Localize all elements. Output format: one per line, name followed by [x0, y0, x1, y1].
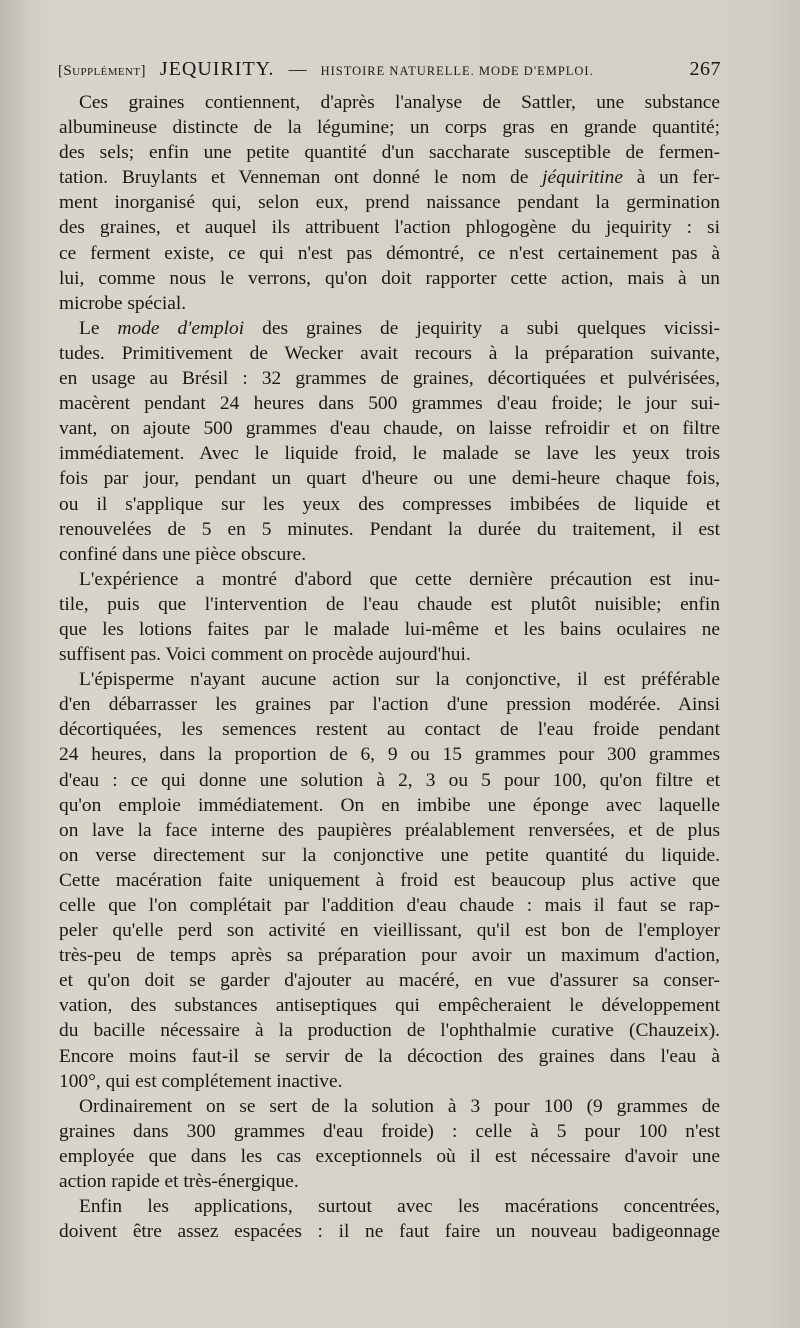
text-line: décortiquées, les semences restent au contact de l'eau froide pendant — [59, 719, 720, 741]
text-line: qu'on emploie immédiatement. On en imbibe une éponge avec laquelle — [59, 794, 720, 816]
text-line: renouvelées de 5 en 5 minutes. Pendant la durée du traitement, il est — [59, 518, 720, 540]
text-segment: tation. Bruylants et Venneman ont donné le nom de — [59, 167, 543, 189]
section-label: [Supplément] — [58, 63, 146, 79]
entry-title: JEQUIRITY. — [159, 58, 275, 80]
text-line: en usage au Brésil : 32 grammes de graines, décortiquées et pulvérisées, — [59, 368, 720, 390]
entry-subtitle: HISTOIRE NATURELLE. MODE D'EMPLOI. — [320, 64, 594, 78]
text-line: tudes. Primitivement de Wecker avait recours à la préparation suivante, — [59, 342, 720, 364]
text-line: d'eau : ce qui donne une solution à 2, 3 ou 5 pour 100, qu'on filtre et — [59, 769, 720, 791]
text-line: graines dans 300 grammes d'eau froide) : celle à 5 pour 100 n'est — [59, 1120, 720, 1142]
text-line: Enfin les applications, surtout avec les macérations concentrées, — [79, 1196, 720, 1218]
text-segment: des graines de jequirity a subi quelques vicissi- — [244, 317, 720, 339]
text-line: on lave la face interne des paupières préalablement renversées, et de plus — [59, 819, 720, 841]
text-line: vation, des substances antiseptiques qui empêcheraient le développement — [59, 995, 720, 1017]
italic-term: mode d'emploi — [117, 317, 245, 339]
text-line: suffisent pas. Voici comment on procède aujourd'hui. — [59, 644, 471, 666]
text-line: et qu'on doit se garder d'ajouter au macéré, en vue d'assurer sa conser- — [59, 970, 720, 992]
text-line: action rapide et très-énergique. — [59, 1171, 299, 1193]
text-line — [59, 165, 720, 190]
text-line: on verse directement sur la conjonctive une petite quantité du liquide. — [59, 844, 720, 866]
text-segment: Le — [79, 317, 118, 339]
text-line: très-peu de temps après sa préparation pour avoir un maximum d'action, — [59, 945, 720, 967]
text-line: albumineuse distincte de la légumine; un corps gras en grande quantité; — [59, 117, 720, 139]
text-line: celle que l'on complétait par l'addition d'eau chaude : mais il faut se rap- — [59, 895, 720, 916]
text-line: d'en débarrasser les graines par l'action d'une pression modérée. Ainsi — [59, 694, 720, 716]
text-line: Ces graines contiennent, d'après l'analyse de Sattler, une substance — [79, 92, 720, 113]
text-line: ou il s'applique sur les yeux des compresses imbibées de liquide et — [59, 493, 720, 515]
text-line: 24 heures, dans la proportion de 6, 9 ou 15 grammes pour 300 grammes — [59, 744, 720, 766]
text-line: macèrent pendant 24 heures dans 500 grammes d'eau froide; le jour sui- — [59, 393, 720, 415]
text-line: L'épisperme n'ayant aucune action sur la conjonctive, il est préférable — [79, 669, 720, 691]
text-line: immédiatement. Avec le liquide froid, le malade se lave les yeux trois — [59, 443, 720, 465]
text-line: vant, on ajoute 500 grammes d'eau chaude, on laisse refroidir et on filtre — [59, 418, 720, 440]
text-line: confiné dans une pièce obscure. — [59, 543, 307, 565]
text-line: employée que dans les cas exceptionnels où il est nécessaire d'avoir une — [59, 1145, 720, 1167]
text-line: Cette macération faite uniquement à froid est beaucoup plus active que — [59, 869, 720, 891]
text-line: L'expérience a montré d'abord que cette dernière précaution est inu- — [79, 568, 720, 590]
text-line — [59, 316, 720, 341]
italic-term: jéquiritine — [542, 167, 623, 189]
body-text — [59, 90, 720, 1244]
text-line: lui, comme nous le verrons, qu'on doit rapporter cette action, mais à un — [59, 267, 720, 289]
text-line: ment inorganisé qui, selon eux, prend naissance pendant la germination — [59, 192, 720, 214]
text-line: des graines, et auquel ils attribuent l'action phlogogène du jequirity : si — [59, 217, 720, 239]
page-number: 267 — [689, 58, 721, 80]
text-line: microbe spécial. — [59, 292, 187, 314]
text-line: des sels; enfin une petite quantité d'un saccharate susceptible de fermen- — [59, 142, 720, 164]
text-line: fois par jour, pendant un quart d'heure ou une demi-heure chaque fois, — [59, 468, 720, 490]
text-line: peler qu'elle perd son activité en vieillissant, qu'il est bon de l'employer — [59, 920, 720, 942]
text-line: doivent être assez espacées : il ne faut faire un nouveau badigeonnage — [59, 1221, 720, 1243]
text-line: que les lotions faites par le malade lui-même et les bains oculaires ne — [59, 618, 720, 640]
text-segment: à un fer- — [622, 167, 720, 189]
text-line: Ordinairement on se sert de la solution à 3 pour 100 (9 grammes de — [79, 1095, 720, 1117]
text-line: tile, puis que l'intervention de l'eau chaude est plutôt nuisible; enfin — [59, 593, 720, 615]
text-line: 100°, qui est complétement inactive. — [59, 1070, 343, 1092]
text-line: du bacille nécessaire à la production de l'ophthalmie curative (Chauzeix). — [59, 1020, 720, 1042]
text-line: Encore moins faut-il se servir de la décoction des graines dans l'eau à — [59, 1045, 720, 1067]
text-line: ce ferment existe, ce qui n'est pas démontré, ce n'est certainement pas à — [59, 242, 720, 264]
title-dash: — — [288, 59, 307, 79]
running-head — [58, 58, 721, 84]
